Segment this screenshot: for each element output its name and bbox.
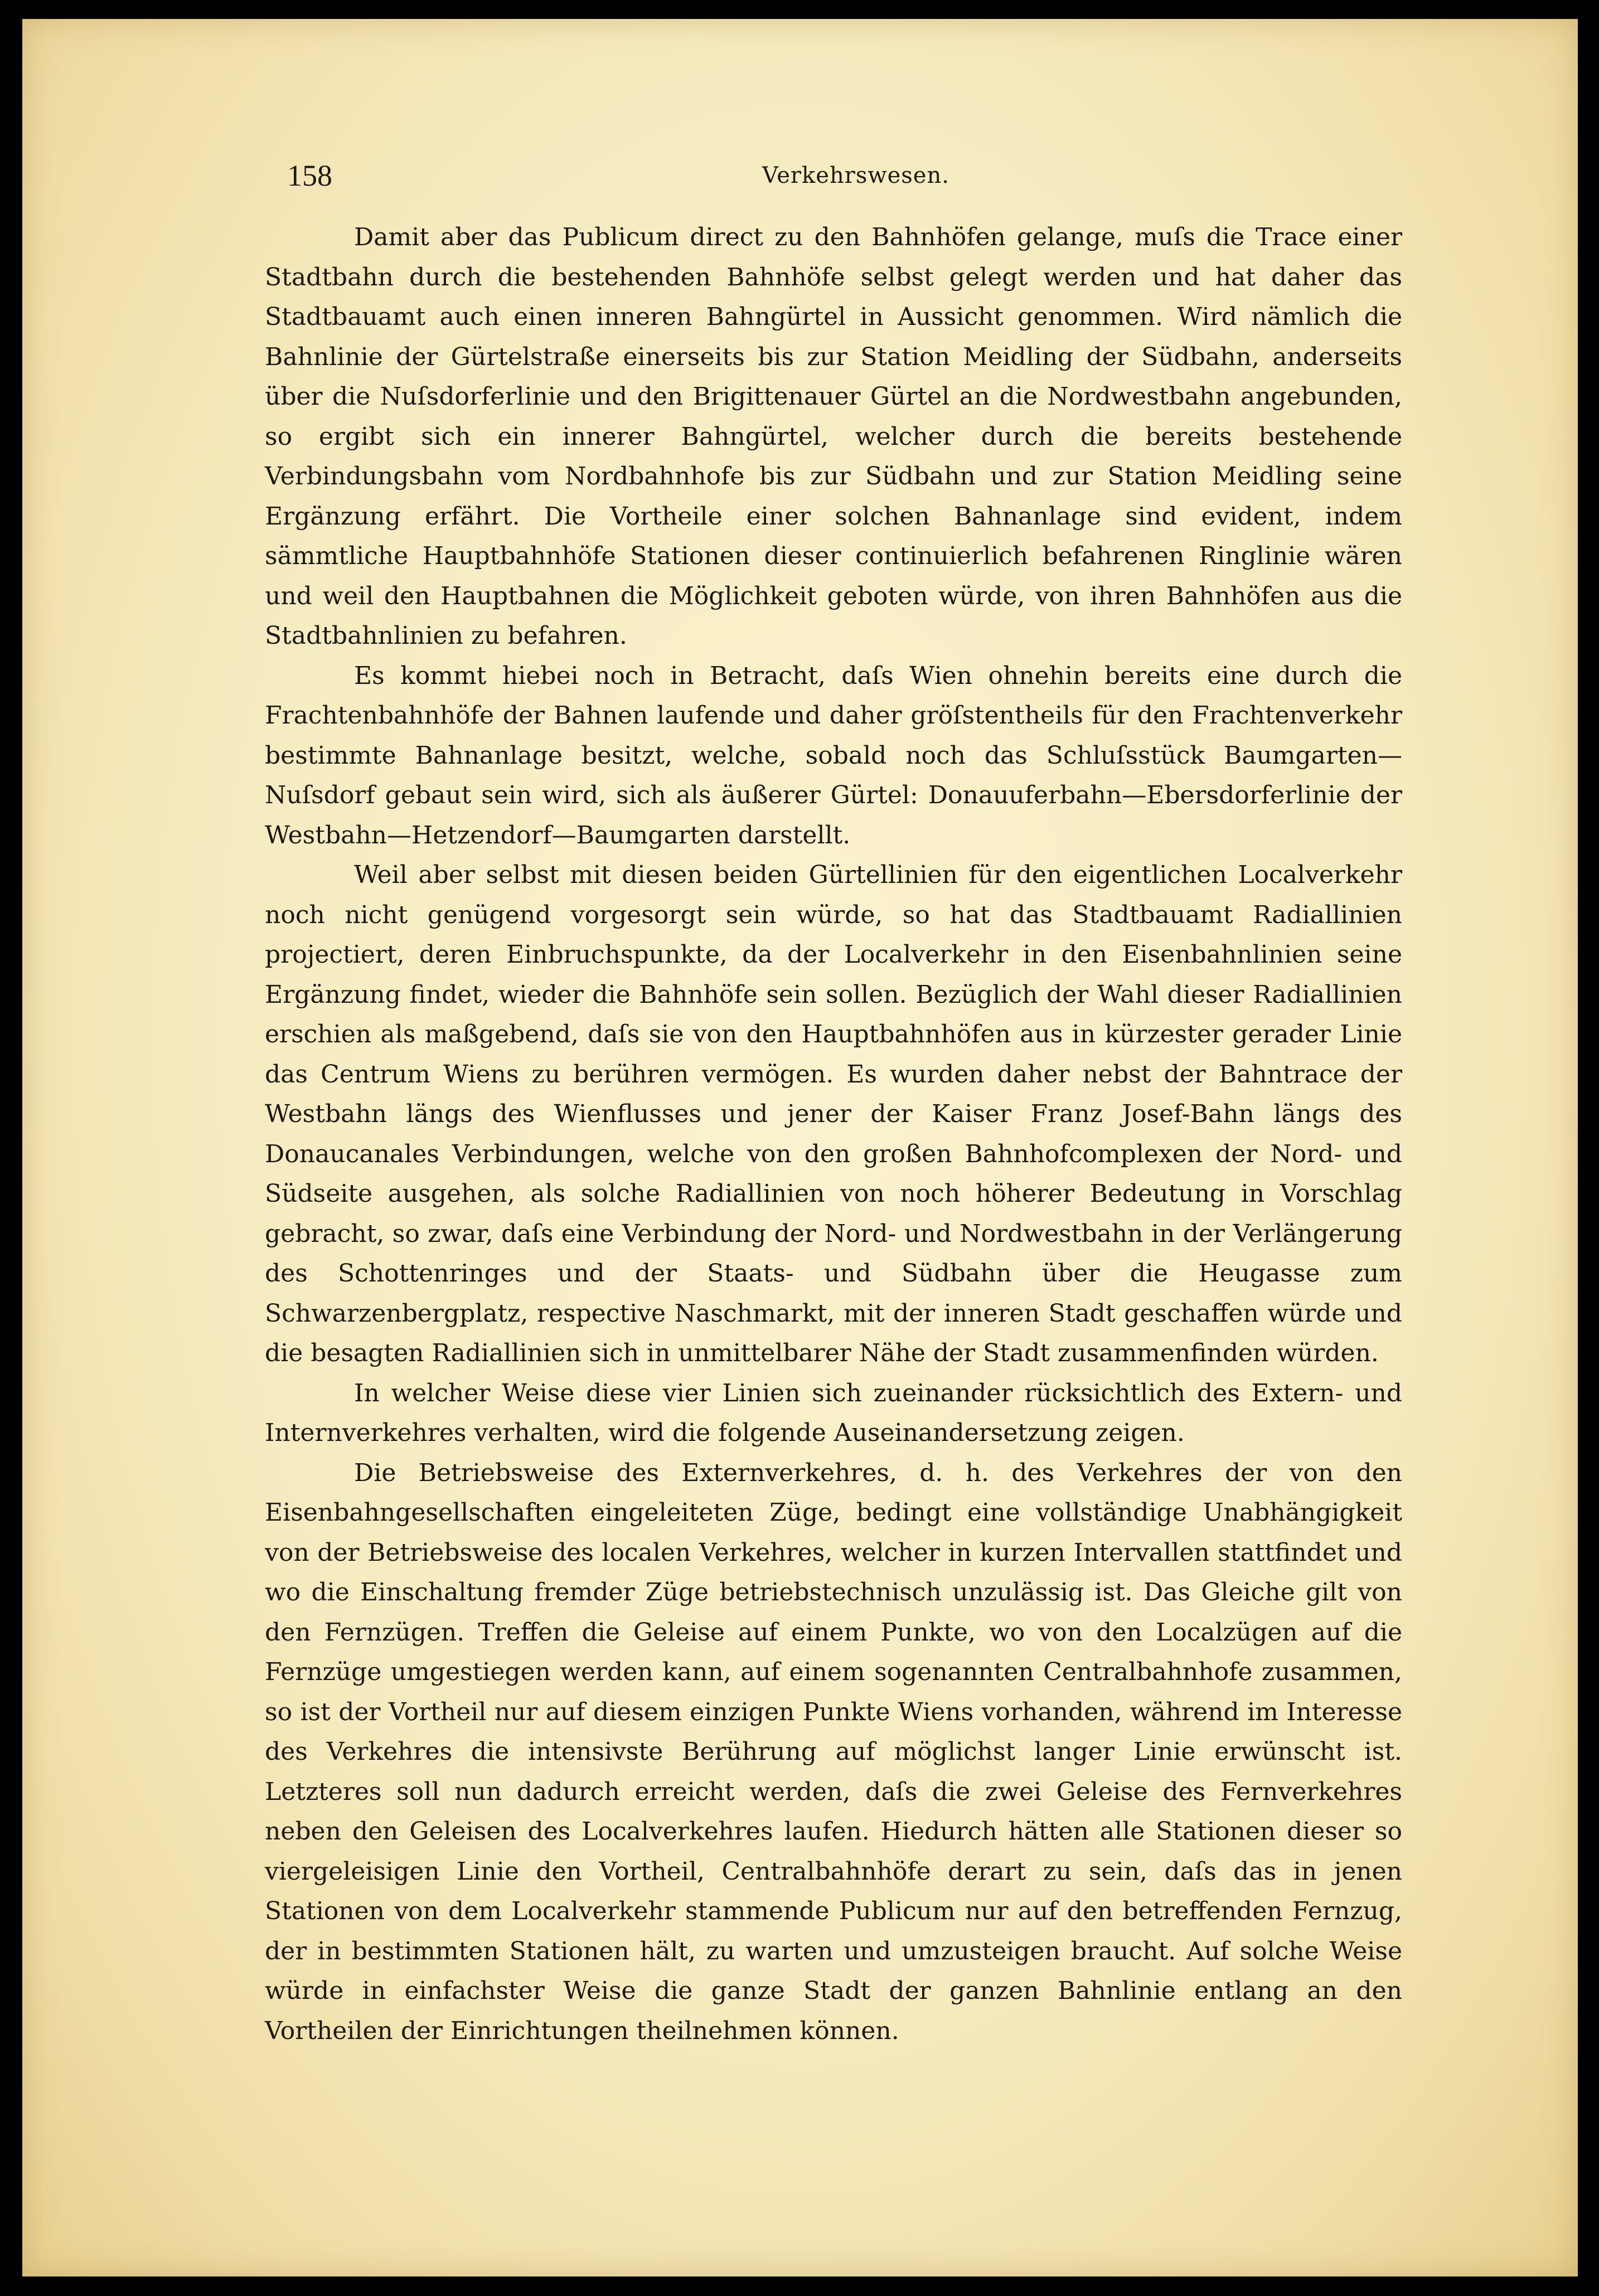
page-number: 158 <box>287 159 332 192</box>
paragraph-1: Damit aber das Publicum direct zu den Bahnhöfen gelange, muſs die Trace einer Stadtbahn durch die bestehenden Bahnhöfe selbst gelegt werden und hat daher das Stadtbauamt auch einen inneren Bahngürtel in Aussicht genommen. Wird nämlich die Bahnlinie der Gürtelstraße einerseits bis zur Station Meidling der Südbahn, anderseits über die Nuſsdorferlinie und den Brigittenauer Gürtel an die Nordwestbahn angebunden, so ergibt sich ein innerer Bahngürtel, welcher durch die bereits bestehende Verbindungsbahn vom Nordbahnhofe bis zur Südbahn und zur Station Meidling seine Ergänzung erfährt. Die Vortheile einer solchen Bahnanlage sind evident, indem sämmtliche Hauptbahnhöfe Stationen dieser continuierlich befahrenen Ringlinie wären und weil den Hauptbahnen die Möglichkeit geboten würde, von ihren Bahnhöfen aus die Stadtbahnlinien zu befahren. <box>265 223 1402 650</box>
page-header <box>287 158 1424 197</box>
paragraph-4: In welcher Weise diese vier Linien sich zueinander rücksichtlich des Extern- und Internverkehres verhalten, wird die folgende Auseinandersetzung zeigen. <box>265 1378 1402 1447</box>
running-head: Verkehrswesen. <box>762 163 949 188</box>
paragraph-5: Die Betriebsweise des Externverkehres, d. h. des Verkehres der von den Eisenbahngesellschaften eingeleiteten Züge, bedingt eine vollständige Unabhängigkeit von der Betriebsweise des localen Verkehres, welcher in kurzen Intervallen stattfindet und wo die Einschaltung fremder Züge betriebstechnisch unzulässig ist. Das Gleiche gilt von den Fernzügen. Treffen die Geleise auf einem Punkte, wo von den Localzügen auf die Fernzüge umgestiegen werden kann, auf einem sogenannten Centralbahnhofe zusammen, so ist der Vortheil nur auf diesem einzigen Punkte Wiens vorhanden, während im Interesse des Verkehres die intensivste Berührung auf möglichst langer Linie erwünscht ist. Letzteres soll nun dadurch erreicht werden, daſs die zwei Geleise des Fernverkehres neben den Geleisen des Localverkehres laufen. Hiedurch hätten alle Stationen dieser so viergeleisigen Linie den Vortheil, Centralbahnhöfe derart zu sein, daſs das in jenen Stationen von dem Localverkehr stammende Publicum nur auf den betreffenden Fernzug, der in bestimmten Stationen hält, zu warten und umzusteigen braucht. Auf solche Weise würde in einfachster Weise die ganze Stadt der ganzen Bahnlinie entlang an den Vortheilen der Einrichtungen theilnehmen können. <box>265 1458 1402 2045</box>
paragraph-2: Es kommt hiebei noch in Betracht, daſs Wien ohnehin bereits eine durch die Frachtenbahnhöfe der Bahnen laufende und daher gröſstentheils für den Frachtenverkehr bestimmte Bahnanlage besitzt, welche, sobald noch das Schluſsstück Baumgarten—Nuſsdorf gebaut sein wird, sich als äußerer Gürtel: Donauuferbahn—Ebersdorferlinie der Westbahn—Hetzendorf—Baumgarten darstellt. <box>265 661 1402 850</box>
paragraph-3: Weil aber selbst mit diesen beiden Gürtellinien für den eigentlichen Localverkehr noch nicht genügend vorgesorgt sein würde, so hat das Stadtbauamt Radiallinien projectiert, deren Einbruchspunkte, da der Localverkehr in den Eisenbahnlinien seine Ergänzung findet, wieder die Bahnhöfe sein sollen. Bezüglich der Wahl dieser Radiallinien erschien als maßgebend, daſs sie von den Hauptbahnhöfen aus in kürzester gerader Linie das Centrum Wiens zu berühren vermögen. Es wurden daher nebst der Bahntrace der Westbahn längs des Wienflusses und jener der Kaiser Franz Josef-Bahn längs des Donaucanales Verbindungen, welche von den großen Bahnhofcomplexen der Nord- und Südseite ausgehen, als solche Radiallinien von noch höherer Bedeutung in Vorschlag gebracht, so zwar, daſs eine Verbindung der Nord- und Nordwestbahn in der Verlängerung des Schottenringes und der Staats- und Südbahn über die Heugasse zum Schwarzenbergplatz, respective Naschmarkt, mit der inneren Stadt geschaffen würde und die besagten Radiallinien sich in unmittelbarer Nähe der Stadt zusammenfinden würden. <box>265 861 1402 1367</box>
body-text <box>265 217 1402 2051</box>
